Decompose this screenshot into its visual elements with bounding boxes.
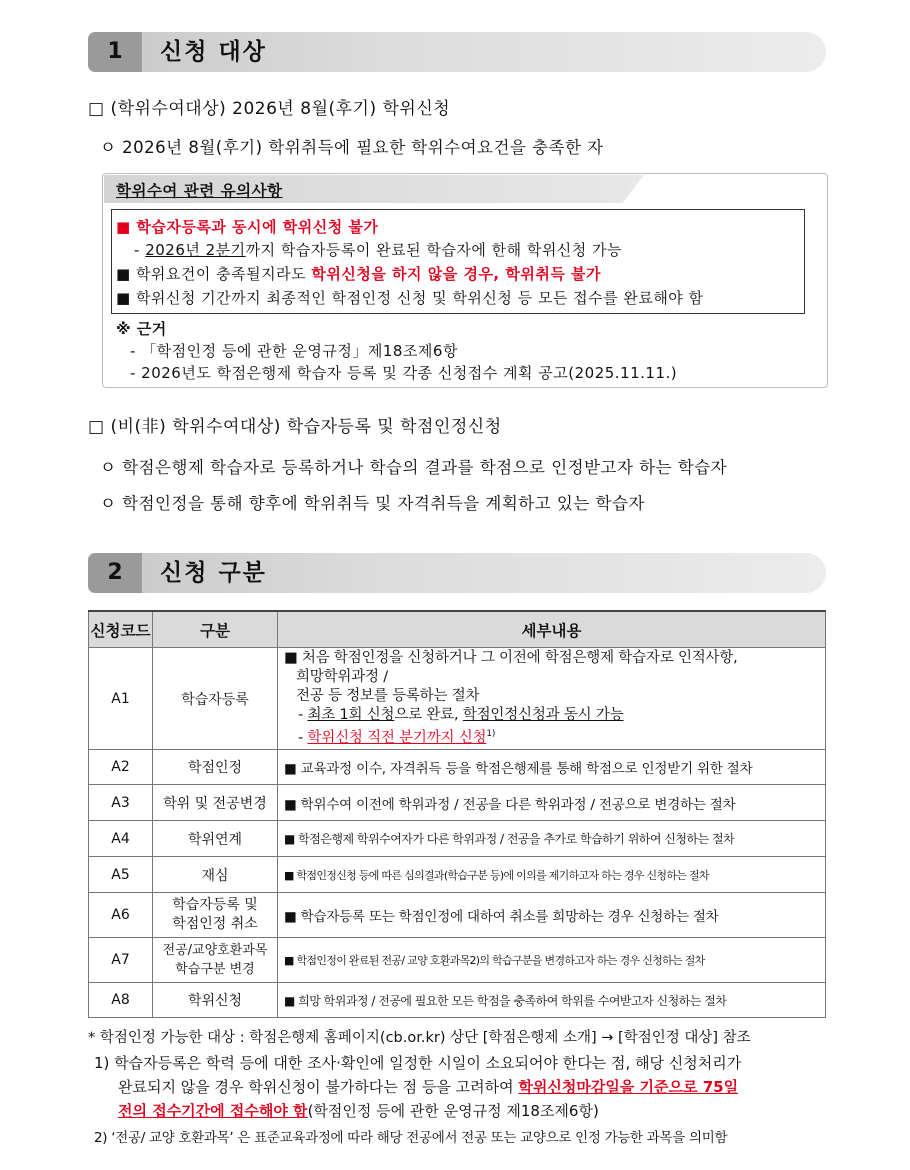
basis-title: ※ 근거 [116, 320, 167, 338]
header-detail: 세부내용 [278, 611, 826, 648]
section-2-title: 신청 구분 [160, 560, 267, 586]
row-type: 학습자등록 [153, 648, 278, 750]
target1-heading: □ (학위수여대상) 2026년 8월(후기) 학위신청 [88, 99, 451, 119]
table-row [89, 648, 826, 750]
row-type-line-2: 학습구분 변경 [175, 962, 255, 977]
dash: - [134, 241, 146, 259]
row-detail: ■ 학위수여 이전에 학위과정 / 전공을 다른 학위과정 / 전공으로 변경하는 절차 [278, 785, 826, 821]
row-code: A8 [89, 983, 153, 1018]
target2-item-2: ㅇ 학점인정을 통해 향후에 학위취득 및 자격취득을 계획하고 있는 학습자 [100, 494, 645, 513]
section-1-title: 신청 대상 [160, 39, 267, 65]
header-type: 구분 [153, 611, 278, 648]
footnote-star: * 학점인정 가능한 대상 : 학점은행제 홈페이지(cb.or.kr) 상단 [학점은행제 소개] → [학점인정 대상] 참조 [88, 1030, 751, 1046]
row-type: 학점인정 [153, 750, 278, 785]
table-row [89, 893, 826, 938]
note-bullet-1: ■ 학습자등록과 동시에 학위신청 불가 [116, 218, 379, 236]
basis-1: - 「학점인정 등에 관한 운영규정」제18조제6항 [130, 342, 458, 360]
row-code: A2 [89, 750, 153, 785]
row-code: A3 [89, 785, 153, 821]
row-type: 학위 및 전공변경 [153, 785, 278, 821]
footnote-1-line-1: 1) 학습자등록은 학력 등에 대한 조사·확인에 일정한 시일이 소요되어야 한다는 점, 해당 신청처리가 [94, 1054, 742, 1072]
footnote-ref-1: 1) [486, 729, 496, 740]
table-row [89, 983, 826, 1018]
dash: - [298, 729, 308, 746]
application-type-table [88, 610, 826, 1018]
table-row [89, 857, 826, 893]
row-type-line-1: 학습자등록 및 [172, 897, 258, 913]
row-detail: ■ 학점인정신청 등에 따른 심의결과(학습구분 등)에 이의를 제기하고자 하는 경우 신청하는 절차 [278, 857, 826, 893]
table-row [89, 750, 826, 785]
footnote-1-rest: (학점인정 등에 관한 운영규정 제18조제6항) [307, 1102, 599, 1120]
row-type-line-1: 전공/교양호환과목 [162, 943, 268, 958]
section-2-header [88, 553, 826, 593]
row-type: 재심 [153, 857, 278, 893]
a1-line-4 [284, 706, 825, 725]
row-type: 학위신청 [153, 983, 278, 1018]
row-type-line-2: 학점인정 취소 [172, 916, 258, 932]
a1-line-3: 전공 등 정보를 등록하는 절차 [296, 688, 480, 705]
row-detail [278, 648, 826, 750]
row-code: A6 [89, 893, 153, 938]
section-1-number: 1 [88, 32, 142, 72]
note-b2-red: 학위신청을 하지 않을 경우, 학위취득 불가 [311, 265, 602, 283]
row-detail: ■ 학습자등록 또는 학점인정에 대하여 취소를 희망하는 경우 신청하는 절차 [278, 893, 826, 938]
target2-item-1: ㅇ 학점은행제 학습자로 등록하거나 학습의 결과를 학점으로 인정받고자 하는 학습자 [100, 458, 728, 477]
row-type [153, 938, 278, 983]
row-type [153, 893, 278, 938]
a1-line-5 [284, 725, 825, 748]
a1-line-2: 희망학위과정 / [296, 669, 388, 686]
note-bullet-3: ■ 학위신청 기간까지 최종적인 학점인정 신청 및 학위신청 등 모든 접수를 완료해야 함 [116, 289, 704, 307]
basis-2: - 2026년도 학점은행제 학습자 등록 및 각종 신청접수 계획 공고(2025.11.11.) [130, 364, 678, 382]
note-b2-pre: ■ 학위요건이 충족될지라도 [116, 265, 312, 283]
section-2-number: 2 [88, 553, 142, 593]
a1-mid: 으로 완료, [394, 707, 463, 724]
row-detail: ■ 교육과정 이수, 자격취득 등을 학점은행제를 통해 학점으로 인정받기 위한 절차 [278, 750, 826, 785]
row-code: A4 [89, 821, 153, 857]
a1-underline-1: 최초 1회 신청 [307, 707, 395, 724]
a1-red: 학위신청 직전 분기까지 신청 [307, 729, 487, 746]
footnote-2: 2) ‘전공/ 교양 호환과목’ 은 표준교육과정에 따라 해당 전공에서 전공 또는 교양으로 인정 가능한 과목을 의미함 [94, 1130, 728, 1146]
row-type: 학위연계 [153, 821, 278, 857]
table-header-row [89, 611, 826, 648]
footnote-1-line-2 [118, 1076, 738, 1097]
target1-item: ㅇ 2026년 8월(후기) 학위취득에 필요한 학위수여요건을 충족한 자 [100, 138, 604, 157]
a1-underline-2: 학점인정신청과 동시 가능 [462, 707, 624, 724]
row-code: A1 [89, 648, 153, 750]
note-bullet-2 [116, 263, 601, 284]
table-row [89, 821, 826, 857]
dash: - [298, 707, 308, 724]
footnote-1-pre: 완료되지 않을 경우 학위신청이 불가하다는 점 등을 고려하여 [118, 1078, 519, 1096]
note-bullet-1-sub [134, 239, 622, 260]
row-code: A5 [89, 857, 153, 893]
notes-title: 학위수여 관련 유의사항 [116, 182, 283, 200]
footnote-1-red-1: 학위신청마감일을 기준으로 75일 [518, 1078, 739, 1096]
row-code: A7 [89, 938, 153, 983]
table-row [89, 785, 826, 821]
target2-heading: □ (비(非) 학위수여대상) 학습자등록 및 학점인정신청 [88, 417, 502, 437]
section-1-header [88, 32, 826, 72]
row-detail: ■ 학점인정이 완료된 전공/ 교양 호환과목2)의 학습구분을 변경하고자 하는 경우 신청하는 절차 [278, 938, 826, 983]
footnote-1-red-2: 전의 접수기간에 접수해야 함 [118, 1102, 308, 1120]
row-detail: ■ 학점은행제 학위수여자가 다른 학위과정 / 전공을 추가로 학습하기 위하여 신청하는 절차 [278, 821, 826, 857]
table-row [89, 938, 826, 983]
a1-line-1: ■ 처음 학점인정을 신청하거나 그 이전에 학점은행제 학습자로 인적사항, [284, 650, 738, 667]
note-underline: 2026년 2분기 [145, 241, 246, 259]
footnote-1-line-3 [118, 1100, 599, 1121]
note-rest: 까지 학습자등록이 완료된 학습자에 한해 학위신청 가능 [245, 241, 623, 259]
row-detail: ■ 희망 학위과정 / 전공에 필요한 모든 학점을 충족하여 학위를 수여받고자 신청하는 절차 [278, 983, 826, 1018]
header-code: 신청코드 [89, 611, 153, 648]
